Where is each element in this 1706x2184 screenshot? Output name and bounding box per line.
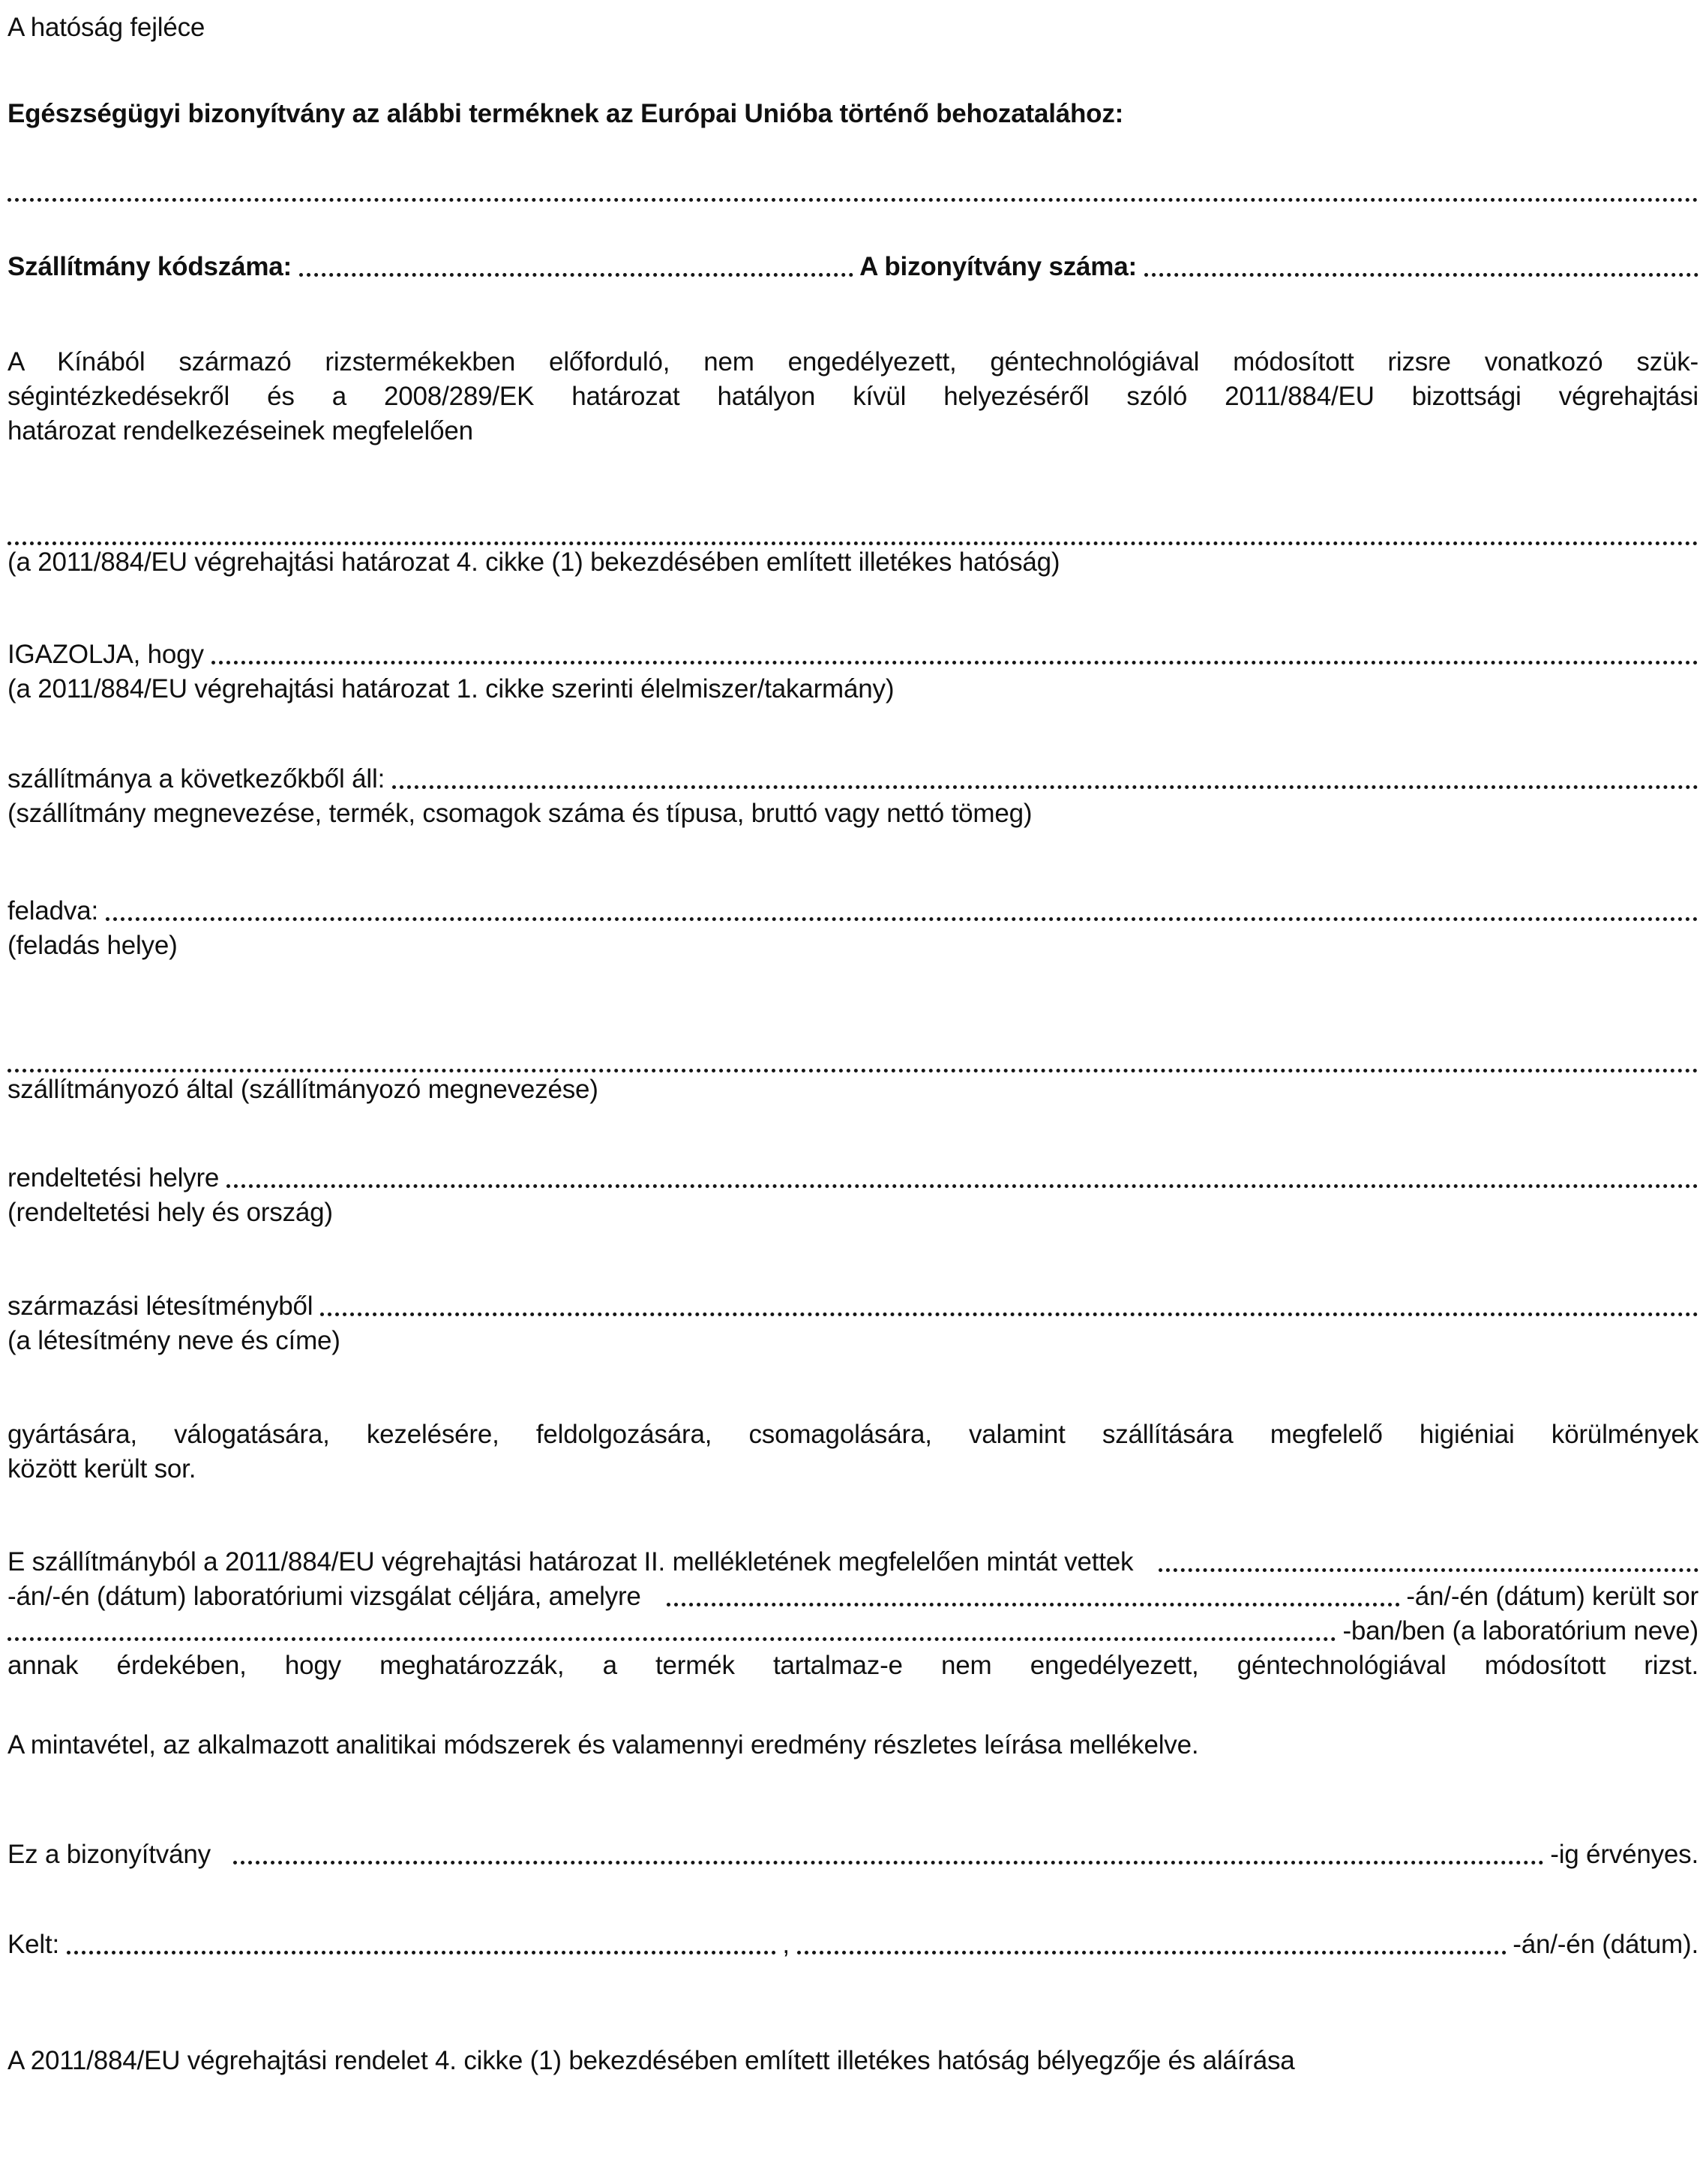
sampling-line2-suffix: -án/-én (dátum) került sor — [1406, 1582, 1699, 1611]
sampling-line-2 — [7, 1580, 1699, 1614]
validity-row — [7, 1838, 1699, 1872]
sampling-line1-prefix: E szállítmányból a 2011/884/EU végrehajtási határozat II. mellékletének megfelelően mintát vettek — [7, 1547, 1134, 1576]
sampling-paragraph — [7, 1545, 1699, 1683]
authority-header-note: A hatóság fejléce — [7, 13, 205, 42]
legal-basis-line-2: ségintézkedésekről és a 2008/289/EK határozat hatályon kívül helyezéséről szóló 2011/884/EU bizottsági végrehajtási — [7, 382, 1699, 411]
consignment-contents-field — [392, 785, 1699, 789]
date-suffix: -án/-én (dátum). — [1513, 1930, 1699, 1959]
shipment-code-row — [7, 250, 1699, 284]
dispatch-place-field — [106, 917, 1699, 921]
legal-basis-line-3: határozat rendelkezéseinek megfelelően — [7, 416, 473, 446]
certified-subject-field — [211, 661, 1699, 664]
origin-label: származási létesítményből — [7, 1292, 313, 1321]
issue-place-field — [67, 1951, 776, 1954]
legal-basis-paragraph — [7, 345, 1699, 448]
document-title: Egészségügyi bizonyítvány az alábbi terméknek az Európai Unióba történő behozatalához: — [7, 99, 1124, 128]
shipment-code-field — [299, 273, 853, 277]
consignment-row — [7, 762, 1699, 796]
dispatch-row — [7, 894, 1699, 928]
destination-row — [7, 1161, 1699, 1196]
laboratory-name-field — [7, 1637, 1336, 1641]
date-comma: , — [782, 1930, 790, 1959]
consignment-caption: (szállítmány megnevezése, termék, csomagok száma és típusa, bruttó vagy nettó tömeg) — [7, 799, 1033, 828]
destination-field — [226, 1184, 1699, 1188]
validity-suffix: -ig érvényes. — [1550, 1840, 1699, 1869]
test-date-field — [667, 1603, 1401, 1606]
certificate-number-label: A bizonyítvány száma: — [859, 252, 1137, 281]
carrier-caption: szállítmányozó által (szállítmányozó megnevezése) — [7, 1075, 598, 1104]
dispatched-label: feladva: — [7, 896, 98, 926]
product-description-field — [7, 171, 1699, 202]
hygiene-paragraph — [7, 1418, 1699, 1486]
sample-date-field — [1159, 1568, 1699, 1572]
carrier-name-field — [7, 1042, 1699, 1072]
competent-authority-caption: (a 2011/884/EU végrehajtási határozat 4. cikke (1) bekezdésében említett illetékes hatóság) — [7, 548, 1060, 577]
dispatch-place-caption: (feladás helye) — [7, 931, 178, 960]
destination-caption: (rendeltetési hely és ország) — [7, 1198, 333, 1227]
sampling-line3-suffix: -ban/ben (a laboratórium neve) — [1342, 1616, 1699, 1646]
analysis-note: A mintavétel, az alkalmazott analitikai módszerek és valamennyi eredmény részletes leírása mellékelve. — [7, 1730, 1199, 1760]
certify-row — [7, 638, 1699, 672]
sampling-line-1 — [7, 1545, 1699, 1580]
sampling-line-4: annak érdekében, hogy meghatározzák, a termék tartalmaz-e nem engedélyezett, géntechnológiával módosított rizst. — [7, 1651, 1699, 1680]
validity-date-field — [233, 1861, 1544, 1864]
date-row — [7, 1928, 1699, 1962]
shipment-code-label: Szállítmány kódszáma: — [7, 252, 292, 281]
issue-date-field — [797, 1951, 1507, 1954]
validity-label: Ez a bizonyítvány — [7, 1840, 211, 1869]
origin-caption: (a létesítmény neve és címe) — [7, 1326, 340, 1355]
consignment-label: szállítmánya a következőkből áll: — [7, 764, 385, 794]
date-label: Kelt: — [7, 1930, 60, 1959]
hygiene-line-2: között került sor. — [7, 1454, 196, 1484]
sampling-line-3 — [7, 1614, 1699, 1648]
sampling-line2-prefix: -án/-én (dátum) laboratóriumi vizsgálat céljára, amelyre — [7, 1582, 641, 1611]
destination-label: rendeltetési helyre — [7, 1163, 220, 1192]
certificate-number-field — [1144, 273, 1699, 277]
certifies-label: IGAZOLJA, hogy — [7, 640, 204, 669]
origin-establishment-field — [320, 1312, 1699, 1316]
hygiene-line-1: gyártására, válogatására, kezelésére, feldolgozására, csomagolására, valamint szállítására megfelelő higiéniai körülmények — [7, 1420, 1699, 1449]
origin-row — [7, 1289, 1699, 1324]
legal-basis-line-1: A Kínából származó rizstermékekben előforduló, nem engedélyezett, géntechnológiával módosított rizsre vonatkozó szük- — [7, 347, 1699, 376]
stamp-signature-caption: A 2011/884/EU végrehajtási rendelet 4. cikke (1) bekezdésében említett illetékes hatóság bélyegzője és aláírása — [7, 2046, 1295, 2075]
competent-authority-field — [7, 514, 1699, 545]
product-caption: (a 2011/884/EU végrehajtási határozat 1. cikke szerinti élelmiszer/takarmány) — [7, 674, 895, 704]
